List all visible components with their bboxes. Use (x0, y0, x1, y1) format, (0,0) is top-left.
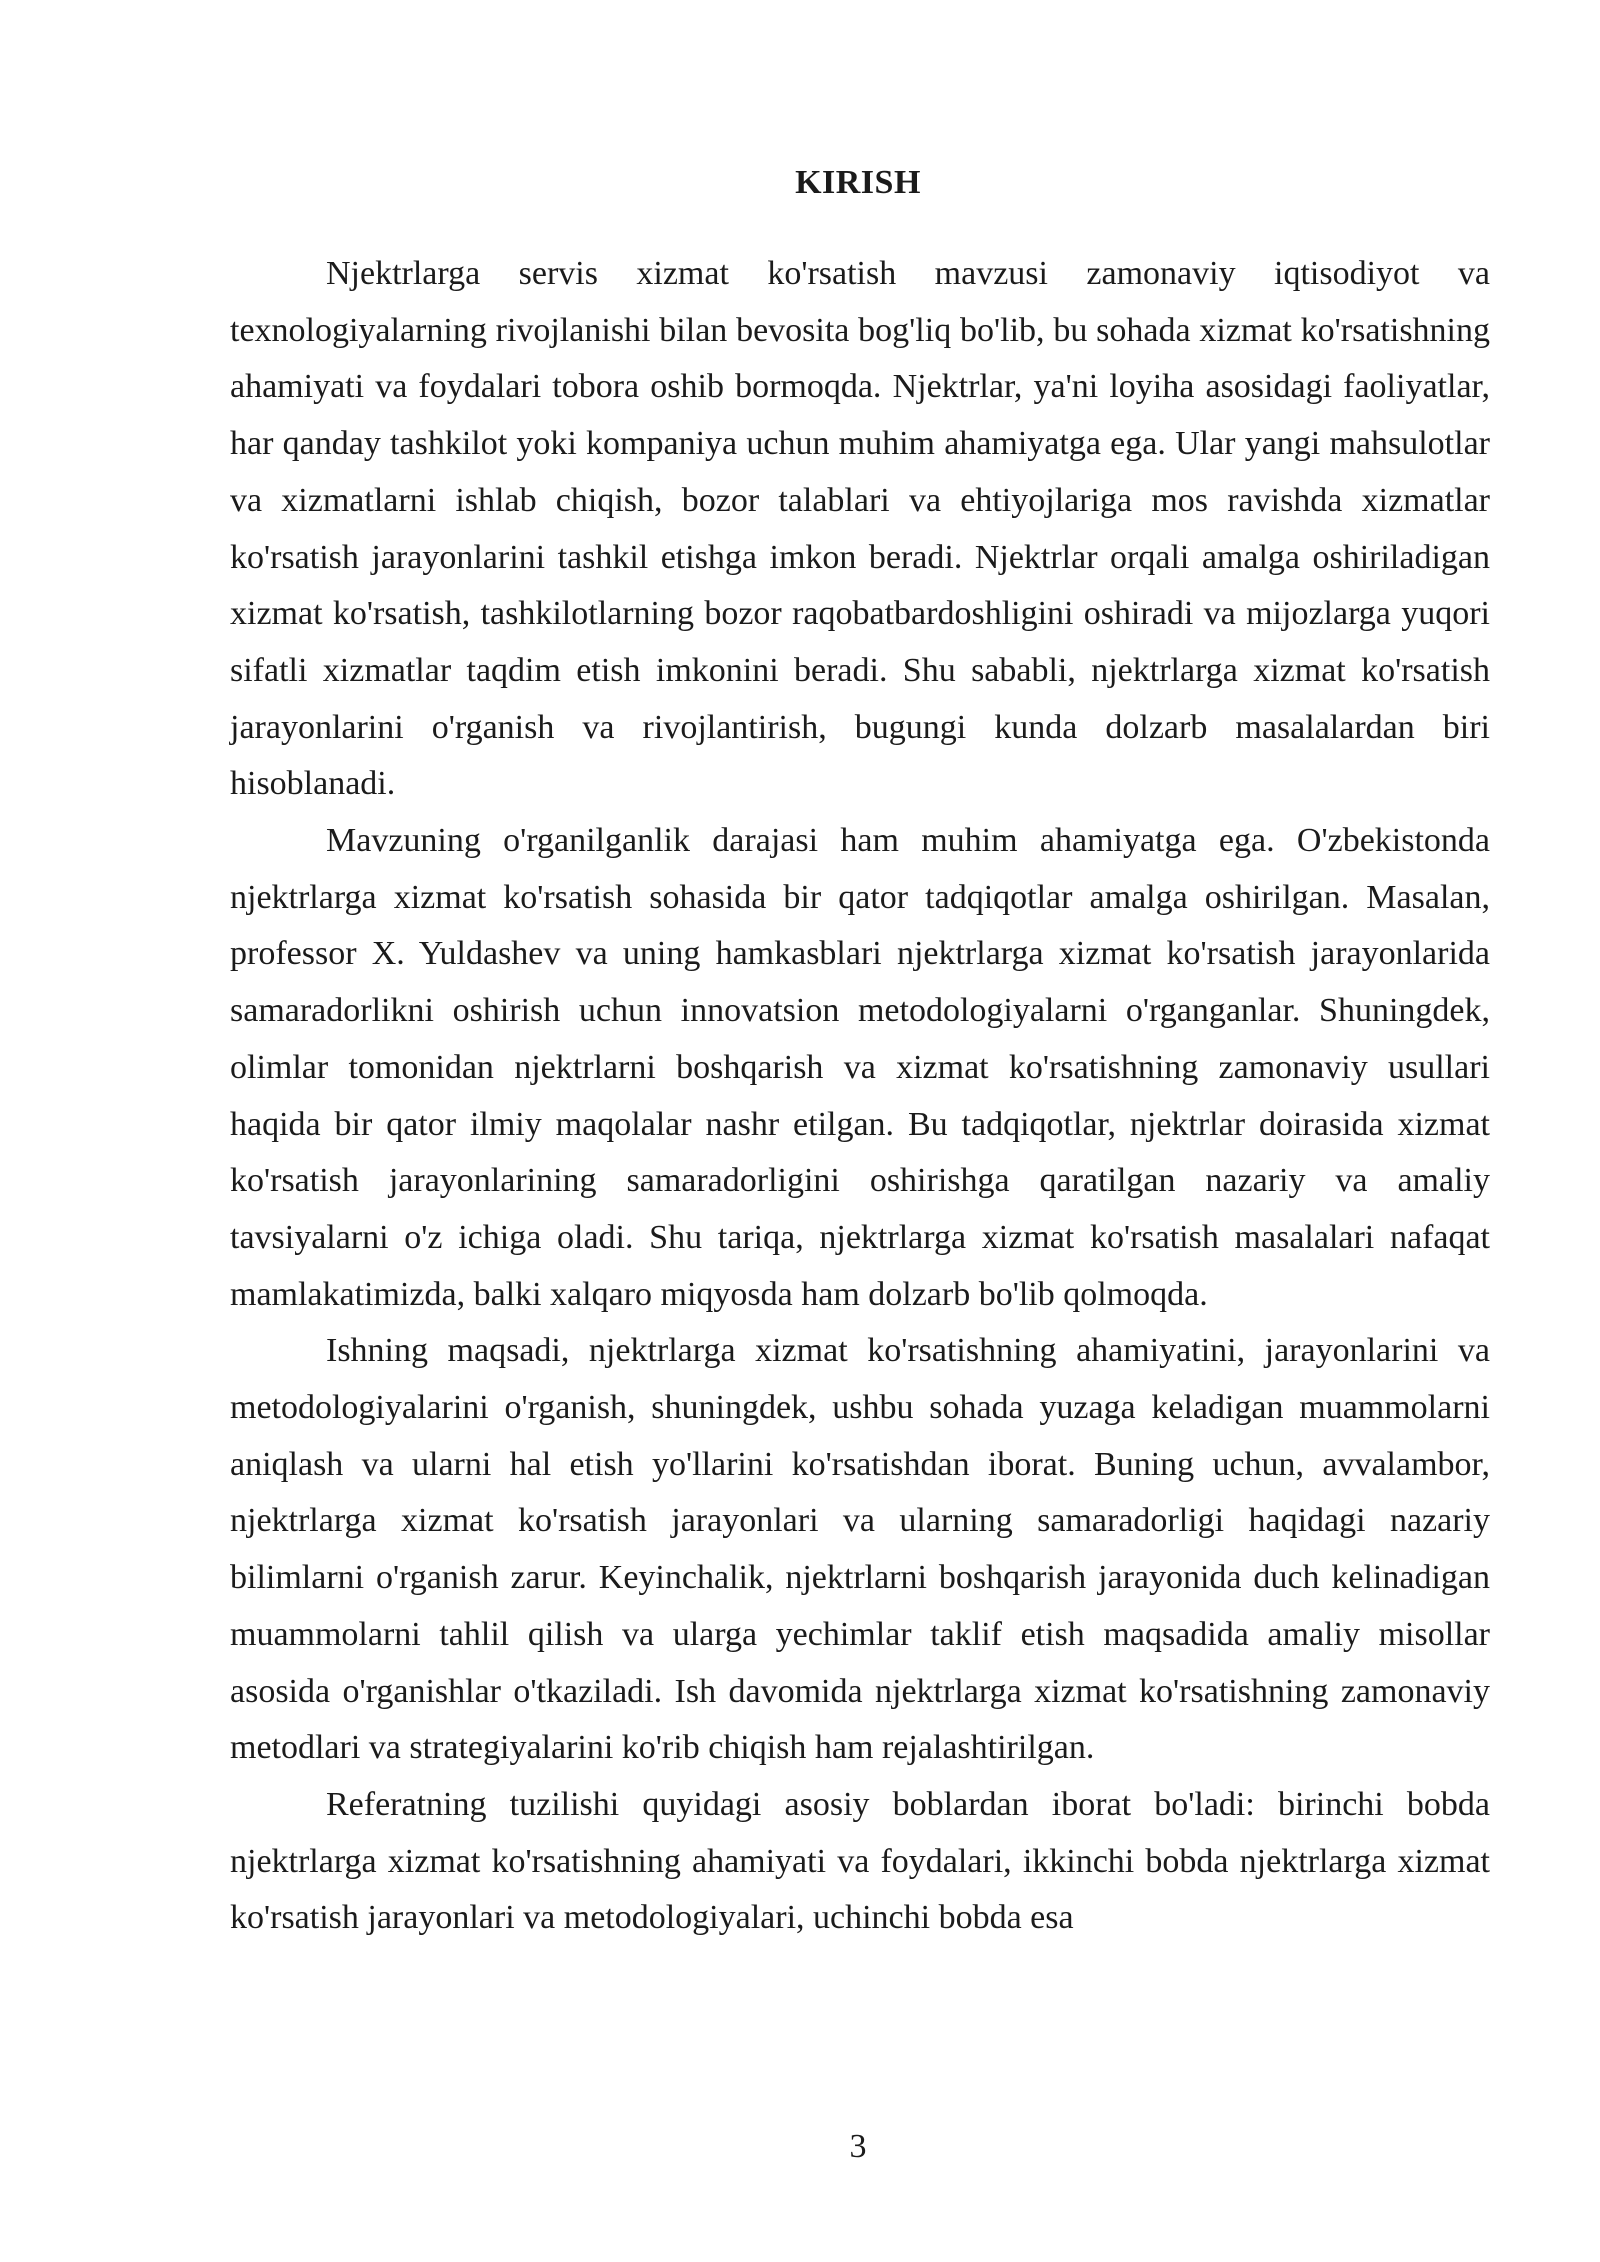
paragraph-2: Mavzuning o'rganilganlik darajasi ham muhim ahamiyatga ega. O'zbekistonda njektrlarga xizmat ko'rsatish sohasida bir qator tadqiqotlar amalga oshirilgan. Masalan, professor X. Yuldashev va uning hamkasblari njektrlarga xizmat ko'rsatish jarayonlarida samaradorlikni oshirish uchun innovatsion metodologiyalarni o'rganganlar. Shuningdek, olimlar tomonidan njektrlarni boshqarish va xizmat ko'rsatishning zamonaviy usullari haqida bir qator ilmiy maqolalar nashr etilgan. Bu tadqiqotlar, njektrlar doirasida xizmat ko'rsatish jarayonlarining samaradorligini oshirishga qaratilgan nazariy va amaliy tavsiyalarni o'z ichiga oladi. Shu tariqa, njektrlarga xizmat ko'rsatish masalalari nafaqat mamlakatimizda, balki xalqaro miqyosda ham dolzarb bo'lib qolmoqda. (230, 822, 1490, 1313)
paragraph-1: Njektrlarga servis xizmat ko'rsatish mavzusi zamonaviy iqtisodiyot va texnologiyalarning rivojlanishi bilan bevosita bog'liq bo'lib, bu sohada xizmat ko'rsatishning ahamiyati va foydalari tobora oshib bormoqda. Njektrlar, ya'ni loyiha asosidagi faoliyatlar, har qanday tashkilot yoki kompaniya uchun muhim ahamiyatga ega. Ular yangi mahsulotlar va xizmatlarni ishlab chiqish, bozor talablari va ehtiyojlariga mos ravishda xizmatlar ko'rsatish jarayonlarini tashkil etishga imkon beradi. Njektrlar orqali amalga oshiriladigan xizmat ko'rsatish, tashkilotlarning bozor raqobatbardoshligini oshiradi va mijozlarga yuqori sifatli xizmatlar taqdim etish imkonini beradi. Shu sababli, njektrlarga xizmat ko'rsatish jarayonlarini o'rganish va rivojlantirish, bugungi kunda dolzarb masalalardan biri hisoblanadi. (230, 255, 1490, 803)
paragraph-3: Ishning maqsadi, njektrlarga xizmat ko'rsatishning ahamiyatini, jarayonlarini va metodologiyalarini o'rganish, shuningdek, ushbu sohada yuzaga keladigan muammolarni aniqlash va ularni hal etish yo'llarini ko'rsatishdan iborat. Buning uchun, avvalambor, njektrlarga xizmat ko'rsatish jarayonlari va ularning samaradorligi haqidagi nazariy bilimlarni o'rganish zarur. Keyinchalik, njektrlarni boshqarish jarayonida duch kelinadigan muammolarni tahlil qilish va ularga yechimlar taklif etish maqsadida amaliy misollar asosida o'rganishlar o'tkaziladi. Ish davomida njektrlarga xizmat ko'rsatishning zamonaviy metodlari va strategiyalarini ko'rib chiqish ham rejalashtirilgan. (230, 1332, 1490, 1767)
page-number: 3 (849, 2128, 867, 2165)
section-title: KIRISH (795, 164, 921, 201)
body-text (230, 246, 1490, 1947)
paragraph-4: Referatning tuzilishi quyidagi asosiy boblardan iborat bo'ladi: birinchi bobda njektrlarga xizmat ko'rsatishning ahamiyati va foydalari, ikkinchi bobda njektrlarga xizmat ko'rsatish jarayonlari va metodologiyalari, uchinchi bobda esa (230, 1785, 1490, 1937)
